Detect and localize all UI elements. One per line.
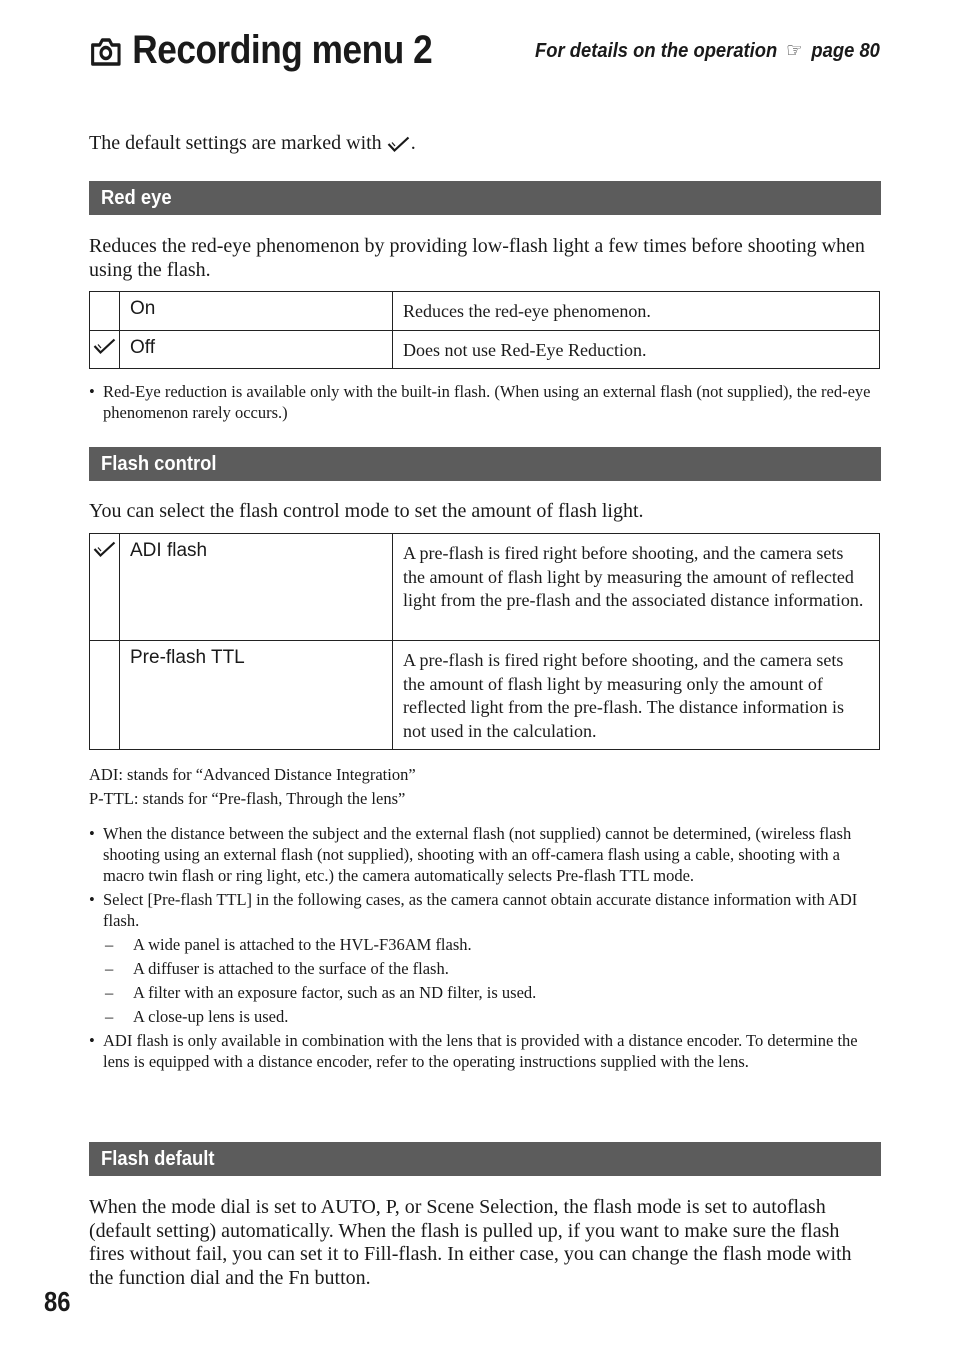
sub-list-item [89,982,881,1003]
sub-list-item [89,958,881,979]
sub-item-text: A filter with an exposure factor, such as an ND filter, is used. [133,983,537,1002]
pointing-hand-icon: ☞ [786,40,803,62]
sub-list-item [89,1006,881,1027]
default-note-text: The default settings are marked with [89,132,382,154]
option-name: Pre-flash TTL [120,641,393,750]
section-heading-red-eye: Red eye [89,181,881,215]
table-row [90,534,880,641]
checkmark-icon [93,337,117,355]
flash-control-abbreviations [89,764,881,812]
abbreviation-adi: ADI: stands for “Advanced Distance Integration” [89,765,416,784]
sub-item-text: A wide panel is attached to the HVL-F36AM flash. [133,935,472,954]
option-name: Off [120,330,393,369]
bullet-glyph: • [89,1031,95,1050]
flash-control-notes [89,823,881,1075]
dash-glyph: – [105,983,114,1002]
dash-glyph: – [105,935,114,954]
table-row [90,330,880,369]
list-item [89,381,881,423]
default-marker-cell [90,534,120,641]
option-description: Does not use Red-Eye Reduction. [393,330,880,369]
abbreviation-pttl: P-TTL: stands for “Pre-flash, Through the lens” [89,789,406,808]
page-title [90,28,432,73]
section-heading-flash-default: Flash default [89,1142,881,1176]
red-eye-description: Reduces the red-eye phenomenon by providing low-flash light a few times before shooting when using the flash. [89,235,865,281]
default-note-period: . [410,132,416,154]
default-marker-cell [90,292,120,331]
checkmark-icon [93,540,117,558]
note-text: Select [Pre-flash TTL] in the following cases, as the camera cannot obtain accurate distance information with ADI flash. [103,890,858,930]
sub-list-item [89,934,881,955]
sub-item-text: A close-up lens is used. [133,1007,289,1026]
operation-reference-page: page 80 [811,40,880,62]
list-item [89,889,881,931]
option-name: On [120,292,393,331]
section-heading-flash-control: Flash control [89,447,881,481]
page-title-text: Recording menu 2 [132,28,433,72]
checkmark-icon [387,135,411,153]
bullet-glyph: • [89,824,95,843]
red-eye-notes [89,381,881,426]
dash-glyph: – [105,1007,114,1026]
flash-control-options-table [89,533,880,750]
list-item [89,823,881,886]
default-settings-note [89,132,416,155]
note-text: ADI flash is only available in combination with the lens that is provided with a distance encoder. To determine the lens is equipped with a distance encoder, refer to the operating instructions supplied with the lens. [103,1031,858,1071]
dash-glyph: – [105,959,114,978]
option-description: A pre-flash is fired right before shooting, and the camera sets the amount of flash light by measuring only the amount of reflected light from the pre-flash. The distance information is not used in the calculation. [393,641,880,750]
option-description: A pre-flash is fired right before shooting, and the camera sets the amount of flash light by measuring the amount of reflected light from the pre-flash and the associated distance information. [393,534,880,641]
table-row [90,641,880,750]
option-name: ADI flash [120,534,393,641]
page-number: 86 [44,1286,71,1317]
sub-item-text: A diffuser is attached to the surface of the flash. [133,959,449,978]
flash-control-description: You can select the flash control mode to set the amount of flash light. [89,500,644,522]
camera-icon [90,36,122,66]
operation-reference-text: For details on the operation [535,40,778,62]
list-item [89,1030,881,1072]
note-text: When the distance between the subject and the external flash (not supplied) cannot be determined, (wireless flash shooting using an external flash (not supplied), shooting with an off-camera flash using a cable, shooting with a macro twin flash or ring light, etc.) the camera automatically selects Pre-flash TTL mode. [103,824,852,885]
table-row [90,292,880,331]
default-marker-cell [90,330,120,369]
red-eye-options-table [89,291,880,369]
default-marker-cell [90,641,120,750]
bullet-glyph: • [89,382,95,401]
operation-reference [535,38,880,63]
option-description: Reduces the red-eye phenomenon. [393,292,880,331]
bullet-glyph: • [89,890,95,909]
flash-default-description: When the mode dial is set to AUTO, P, or Scene Selection, the flash mode is set to autoflash (default setting) automatically. When the flash is pulled up, if you want to make sure the flash fires without fail, you can set it to Fill-flash. In either case, you can change the flash mode with the function dial and the Fn button. [89,1196,852,1289]
note-text: Red-Eye reduction is available only with the built-in flash. (When using an external flash (not supplied), the red-eye phenomenon rarely occurs.) [103,382,871,422]
